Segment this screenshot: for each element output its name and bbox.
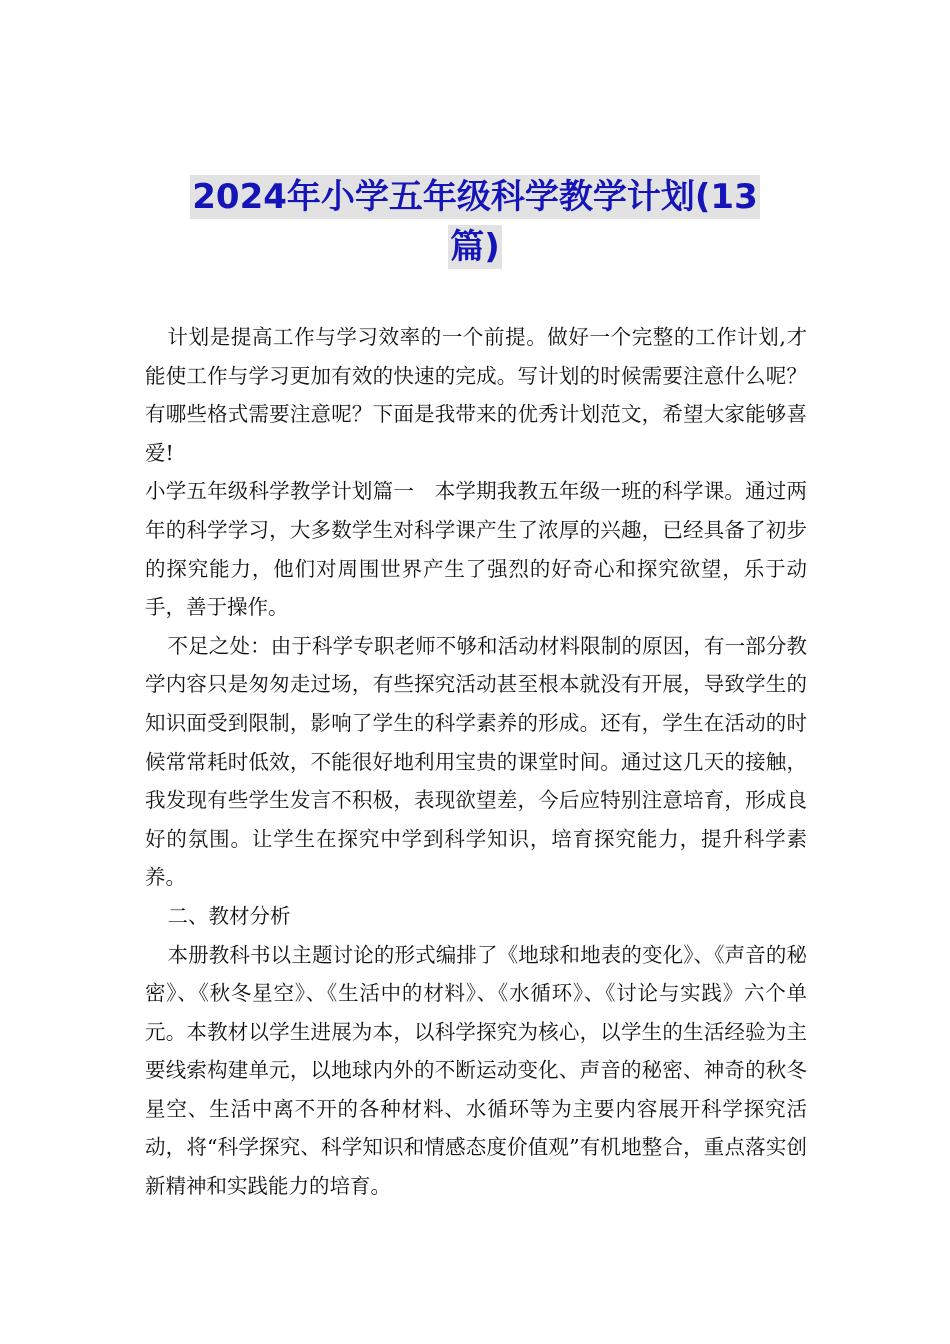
title-line-1: 2024年小学五年级科学教学计划(13 xyxy=(192,177,758,217)
intro-paragraph: 计划是提高工作与学习效率的一个前提。做好一个完整的工作计划,才能使工作与学习更加有效的快速的完成。写计划的时候需要注意什么呢？有哪些格式需要注意呢？下面是我带来的优秀计划范文，希望大家能够喜爱! xyxy=(145,325,807,465)
section-heading-textbook-analysis: 二、教材分析 xyxy=(167,903,291,928)
paragraph-textbook-analysis: 本册教科书以主题讨论的形式编排了《地球和地表的变化》、《声音的秘密》、《秋冬星空》、《生活中的材料》、《水循环》、《讨论与实践》六个单元。本教材以学生进展为本，以科学探究为核心，以学生的生活经验为主要线索构建单元，以地球内外的不断运动变化、声音的秘密、神奇的秋冬星空、生活中离不开的各种材料、水循环等为主要内容展开科学探究活动，将“科学探究、科学知识和情感态度价值观”有机地整合，重点落实创新精神和实践能力的培育。 xyxy=(145,942,807,1199)
title-line-2: 篇) xyxy=(450,227,500,267)
paragraph-plan-section-one: 小学五年级科学教学计划篇一 本学期我教五年级一班的科学课。通过两年的科学学习，大多数学生对科学课产生了浓厚的兴趣，已经具备了初步的探究能力，他们对周围世界产生了强烈的好奇心和探究欲望，乐于动手，善于操作。 xyxy=(145,479,807,620)
paragraph-shortcomings: 不足之处：由于科学专职老师不够和活动材料限制的原因，有一部分教学内容只是匆匆走过场，有些探究活动甚至根本就没有开展，导致学生的知识面受到限制，影响了学生的科学素养的形成。还有，学生在活动的时候常常耗时低效，不能很好地利用宝贵的课堂时间。通过这几天的接触，我发现有些学生发言不积极，表现欲望差，今后应特别注意培育，形成良好的氛围。让学生在探究中学到科学知识，培育探究能力，提升科学素养。 xyxy=(145,633,807,890)
document-title xyxy=(150,172,800,272)
document-body xyxy=(145,318,807,1206)
